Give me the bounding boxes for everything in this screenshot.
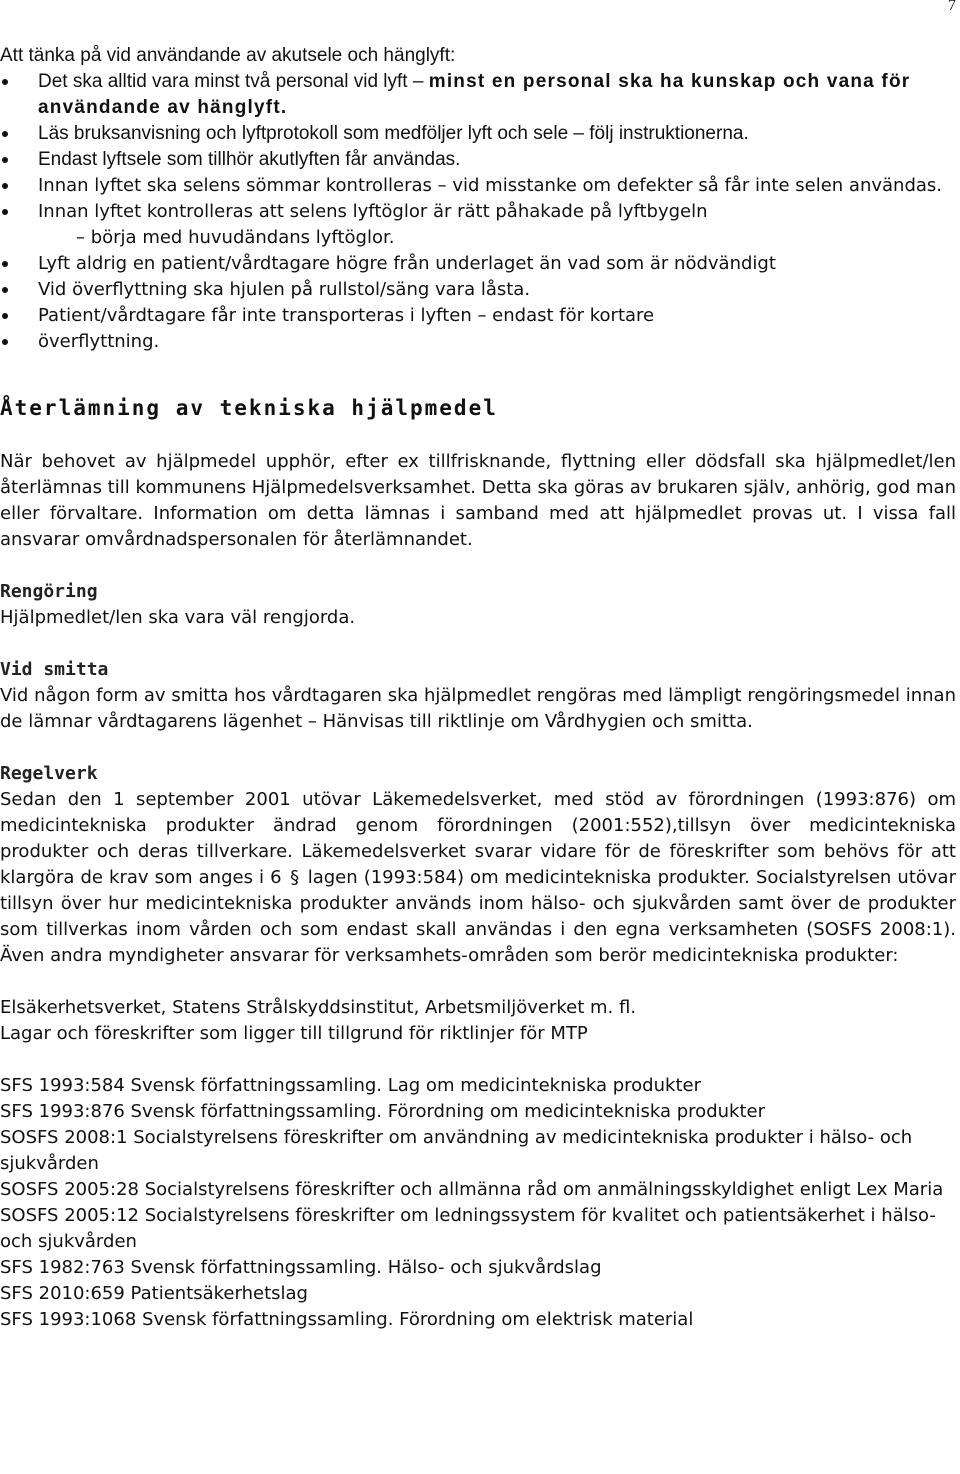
bullet-icon (2, 131, 8, 137)
spacer (0, 423, 956, 449)
list-item (0, 173, 956, 199)
reference-item: SOSFS 2005:28 Socialstyrelsens föreskrifter och allmänna råd om anmälningsskyldighet enligt Lex Maria (0, 1179, 944, 1200)
lift-checklist (0, 69, 956, 355)
reference-item: SFS 1982:763 Svensk författningssamling. Hälso- och sjukvårdslag (0, 1257, 602, 1278)
infection-text: Vid någon form av smitta hos vårdtagaren ska hjälpmedlet rengöras med lämpligt rengöringsmedel innan de lämnar vårdtagarens lägenhet – Hänvisas till riktlinje om Vårdhygien och smitta. (0, 685, 956, 732)
list-item (0, 147, 956, 173)
bullet-text: Det ska alltid vara minst två personal vid lyft – (38, 71, 429, 92)
authorities-text: Elsäkerhetsverket, Statens Strålskyddsinstitut, Arbetsmiljöverket m. fl. (0, 997, 637, 1018)
list-item (0, 251, 956, 277)
reference-item: SFS 2010:659 Patientsäkerhetslag (0, 1283, 308, 1304)
return-paragraph: När behovet av hjälpmedel upphör, efter ex tillfrisknande, flyttning eller dödsfall ska hjälpmedlet/len återlämnas till kommunens Hjälpmedelsverksamhet. Detta ska göras av brukaren själv, anhörig, god man eller förvaltare. Information om detta lämnas i samband med att hjälpmedlet provas ut. I vissa fall ansvarar omvårdnadspersonalen för återlämnandet. (0, 451, 956, 550)
laws-intro: Lagar och föreskrifter som ligger till tillgrund för riktlinjer för MTP (0, 1023, 588, 1044)
list-item (0, 303, 956, 329)
infection-heading: Vid smitta (0, 659, 109, 680)
bullet-text: Vid överflyttning ska hjulen på rullstol/säng vara låsta. (38, 279, 531, 300)
regulations-heading: Regelverk (0, 763, 98, 784)
bullet-continuation: – börja med huvudändans lyftöglor. (76, 227, 395, 248)
page-content (0, 43, 956, 1333)
cleaning-heading: Rengöring (0, 581, 98, 602)
bullet-text: Läs bruksanvisning och lyftprotokoll som medföljer lyft och sele – följ instruktionerna. (38, 123, 749, 144)
bullet-icon (2, 209, 8, 215)
list-item (0, 199, 956, 251)
bullet-text: Endast lyftsele som tillhör akutlyften får användas. (38, 149, 461, 170)
reference-item: SOSFS 2005:12 Socialstyrelsens föreskrifter om ledningssystem för kvalitet och patientsäkerhet i hälso- och sjukvården (0, 1205, 936, 1252)
bullet-icon (2, 79, 8, 85)
regulations-text-part1: Sedan den 1 september 2001 utövar Läkemedelsverket, med stöd av förordningen (1993:876) om medicintekniska produkter ändrad genom förordningen (2001:552),tillsyn över medicintekniska produkter och deras tillverkare. Läkemedelsverket svarar vidare för de föreskrifter som behövs för att klargöra de krav som anges i 6 (0, 789, 956, 888)
reference-item: SOSFS 2008:1 Socialstyrelsens föreskrifter om användning av medicintekniska produkter i hälso- och sjukvården (0, 1127, 913, 1174)
bullet-text: Innan lyftet kontrolleras att selens lyftöglor är rätt påhakade på lyftbygeln (38, 201, 708, 222)
bullet-icon (2, 157, 8, 163)
section-sign-icon: § (290, 867, 300, 888)
bullet-icon (2, 287, 8, 293)
bullet-text: överflyttning. (38, 331, 160, 352)
spacer (0, 1047, 956, 1073)
bullet-text: Lyft aldrig en patient/vårdtagare högre från underlaget än vad som är nödvändigt (38, 253, 776, 274)
reference-item: SFS 1993:584 Svensk författningssamling. Lag om medicintekniska produkter (0, 1075, 701, 1096)
spacer (0, 969, 956, 995)
bullet-icon (2, 339, 8, 345)
cleaning-text: Hjälpmedlet/len ska vara väl rengjorda. (0, 607, 356, 628)
bullet-text: Patient/vårdtagare får inte transporteras i lyften – endast för kortare (38, 305, 655, 326)
list-item (0, 277, 956, 303)
reference-item: SFS 1993:876 Svensk författningssamling. Förordning om medicintekniska produkter (0, 1101, 765, 1122)
regulations-text (0, 787, 956, 969)
intro-heading: Att tänka på vid användande av akutsele och hänglyft: (0, 45, 456, 66)
regulations-text-part2: lagen (1993:584) om medicintekniska produkter. Socialstyrelsen utövar tillsyn över hur medicintekniska produkter används inom hälso- och sjukvården samt över de produkter som tillverkas inom vården och som endast skall användas i den egna verksamheten (SOSFS 2008:1). Även andra myndigheter ansvarar för verksamhets-områden som berör medicintekniska produkter: (0, 867, 956, 966)
list-item (0, 329, 956, 355)
bullet-text: Innan lyftet ska selens sömmar kontrolleras – vid misstanke om defekter så får inte selen användas. (38, 175, 943, 196)
reference-item: SFS 1993:1068 Svensk författningssamling. Förordning om elektrisk material (0, 1309, 694, 1330)
bullet-icon (2, 183, 8, 189)
list-item (0, 69, 956, 121)
authorities-block (0, 995, 956, 1047)
page-number: 7 (948, 0, 956, 14)
bullet-icon (2, 313, 8, 319)
bullet-icon (2, 261, 8, 267)
list-item (0, 121, 956, 147)
references-list (0, 1073, 956, 1333)
section-title: Återlämning av tekniska hjälpmedel (0, 396, 498, 420)
bullet-bold-text: minst en personal ska ha kunskap och vana för användande av hänglyft. (38, 71, 911, 118)
